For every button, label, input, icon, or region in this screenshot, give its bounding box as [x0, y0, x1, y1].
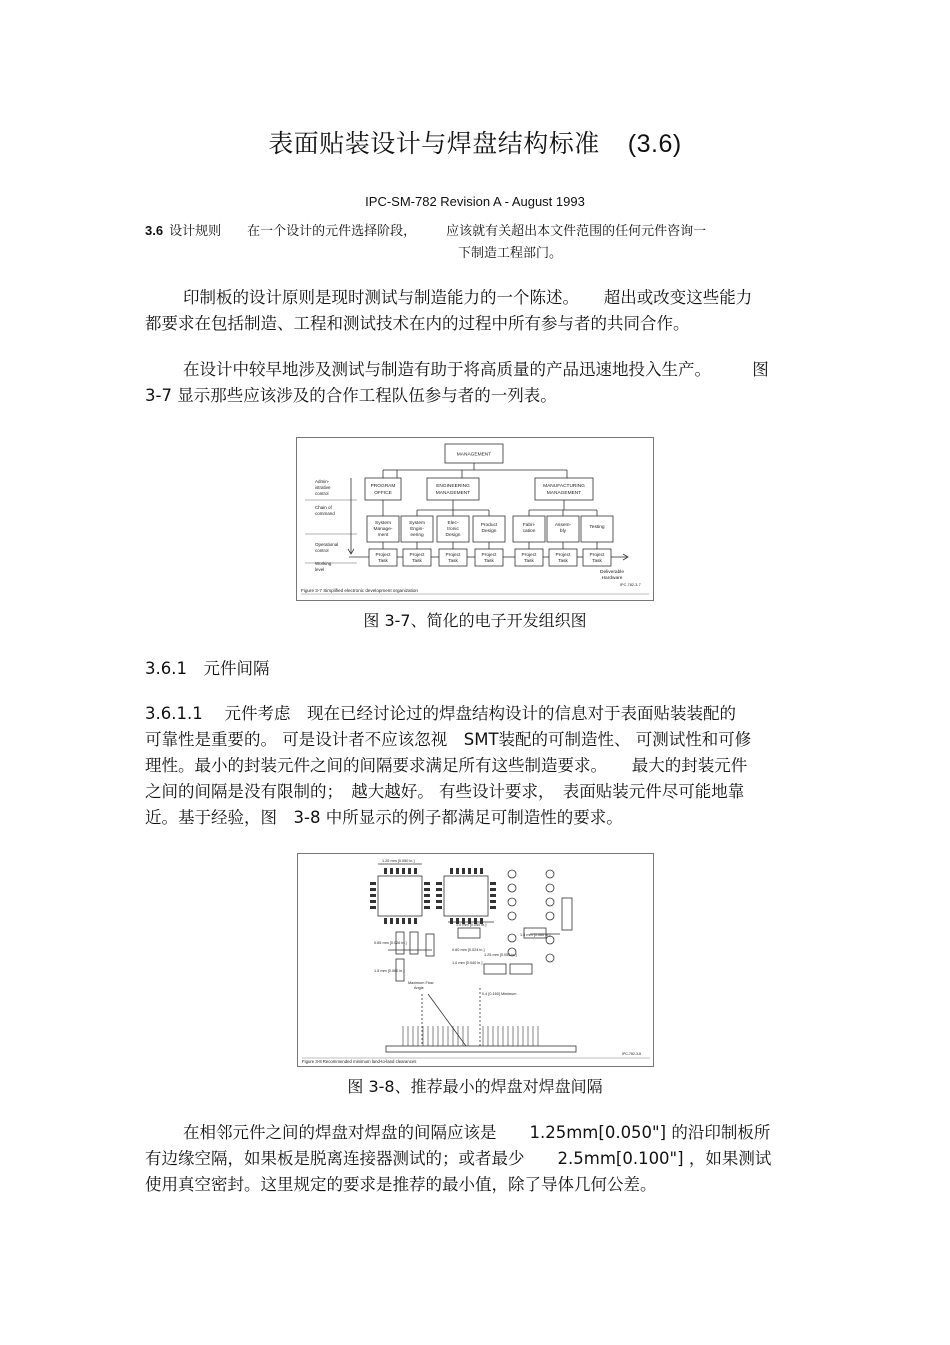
paragraph-line: 理性。最小的封装元件之间的间隔要求满足所有这些制造要求。 最大的封装元件 [145, 756, 748, 775]
function-label: System [375, 521, 391, 526]
side-label: Working [315, 561, 332, 566]
dept-engineering-line2: MANAGEMENT [435, 491, 471, 496]
paragraph-line: 印制板的设计原则是现时测试与制造能力的一个陈述。 超出或改变这些能力 [183, 288, 753, 307]
function-label: ment [377, 533, 389, 538]
figure-3-7-inner-caption: Figure 3-7 Simplified electronic development organization [301, 588, 418, 593]
paragraph-line: 都要求在包括制造、工程和测试技术在内的过程中所有参与者的共同合作。 [145, 314, 690, 333]
task-label: Project [521, 553, 537, 558]
figure-3-7-code: IPC-782-3-7 [620, 583, 641, 587]
rule-label: 设计规则 [169, 224, 222, 239]
paragraph-line: 近。基于经验，图 3-8 中所显示的例子都满足可制造性的要求。 [145, 808, 623, 827]
angle-label: Maximum Flow [408, 981, 434, 985]
function-label: Fabri- [522, 523, 536, 528]
figure-3-7-caption: 图 3-7、简化的电子开发组织图 [363, 611, 587, 630]
task-label: Project [375, 553, 391, 558]
dimension-label: 1.25 mm [0.050 in.] [484, 953, 517, 957]
task-label: Task [524, 559, 534, 564]
paragraph-line: 之间的间隔是没有限制的； 越大越好。 有些设计要求， 表面贴装元件尽可能地靠 [145, 782, 745, 801]
angle-label: Angle [414, 986, 424, 990]
paragraph-early-involvement [145, 357, 810, 409]
dimension-label: 0.65 mm [0.026 in.] [374, 941, 407, 945]
function-label: Assem- [554, 523, 572, 528]
side-label: control [315, 491, 329, 496]
function-label: Design [481, 529, 497, 534]
org-chart-graphic [297, 438, 653, 600]
paragraph-line: 3-7 显示那些应该涉及的合作工程队伍参与者的一列表。 [145, 386, 557, 405]
dimension-label: 1.25 mm [0.050 in.] [382, 859, 415, 863]
rule-text-b: 应该就有关超出本文件范围的任何元件咨询一 [446, 224, 707, 239]
function-label: Testing [589, 525, 605, 530]
function-label: tronic [447, 527, 459, 532]
deliverable-label: Deliverable [600, 570, 624, 575]
task-label: Task [484, 559, 494, 564]
function-label: bly [559, 529, 567, 534]
paragraph-line: 使用真空密封。这里规定的要求是推荐的最小值，除了导体几何公差。 [145, 1175, 657, 1194]
paragraph-land-spacing [145, 1120, 810, 1198]
dimension-label: 1.5 mm [0.060 in.] [520, 933, 551, 937]
function-label: eering [410, 533, 424, 538]
side-label: command [315, 511, 335, 516]
dimension-label: 1.0 mm [0.040 in.] [456, 923, 487, 927]
dimension-label: 1.5 mm [0.060 in.] [374, 969, 405, 973]
management-label: MANAGEMENT [456, 452, 492, 458]
paragraph-line: 3.6.1.1 元件考虑 现在已经讨论过的焊盘结构设计的信息对于表面贴装装配的 [145, 704, 736, 723]
task-label: Project [589, 553, 605, 558]
side-label: Admin- [315, 479, 330, 484]
function-label: Manage- [373, 527, 393, 532]
title-number: (3.6) [627, 130, 682, 158]
title-text: 表面贴装设计与焊盘结构标准 [268, 129, 600, 158]
side-label: Operational [315, 542, 339, 547]
function-label: System [409, 521, 425, 526]
document-revision: IPC-SM-782 Revision A - August 1993 [365, 194, 585, 209]
dimension-label: 0.60 mm [0.024 in.] [452, 948, 485, 952]
figure-3-7-org-chart [296, 437, 654, 601]
task-label: Task [412, 559, 422, 564]
figure-3-8-inner-caption: Figure 3-8 Recommended minimum land-to-land clearances [302, 1059, 417, 1064]
dept-manufacturing-line1: MANUFACTURING [543, 484, 585, 489]
task-label: Task [592, 559, 602, 564]
side-label: level [315, 567, 325, 572]
section-heading-3-6-1: 3.6.1 元件间隔 [145, 659, 270, 678]
paragraph-line: 在相邻元件之间的焊盘对焊盘的间隔应该是 1.25mm[0.050"] 的沿印制板所 [183, 1123, 771, 1142]
minimum-label: 0.4 [0.160] Minimum [482, 992, 517, 996]
figure-3-8-caption: 图 3-8、推荐最小的焊盘对焊盘间隔 [347, 1077, 603, 1096]
side-label: Chain of [315, 505, 332, 510]
rule-text-c: 下制造工程部门。 [457, 246, 562, 261]
paragraph-component-considerations [145, 701, 810, 831]
land-clearance-graphic [298, 854, 653, 1066]
rule-text-a: 在一个设计的元件选择阶段， [247, 224, 417, 239]
task-label: Project [445, 553, 461, 558]
deliverable-label: Hardware [601, 576, 623, 581]
side-label: istrative [315, 485, 331, 490]
function-label: Design [445, 533, 461, 538]
dimension-label: 1.0 mm [0.040 in.] [452, 961, 483, 965]
design-rule-block [145, 220, 805, 265]
task-label: Task [558, 559, 568, 564]
function-label: Elec- [447, 521, 459, 526]
task-label: Project [409, 553, 425, 558]
rule-number: 3.6 [145, 223, 164, 238]
figure-3-8-code: IPC-782-3-8 [622, 1052, 642, 1056]
task-label: Project [555, 553, 571, 558]
dept-program-line1: PROGRAM [370, 484, 396, 489]
paragraph-line: 可靠性是重要的。 可是设计者不应该忽视 SMT装配的可制造性、 可测试性和可修 [145, 730, 752, 749]
paragraph-line: 在设计中较早地涉及测试与制造有助于将高质量的产品迅速地投入生产。 图 [183, 360, 769, 379]
paragraph-line: 有边缘空隔，如果板是脱离连接器测试的；或者最少 2.5mm[0.100"] ，如果测试 [145, 1149, 772, 1168]
figure-3-8-land-clearances [297, 853, 654, 1067]
dept-program-line2: OFFICE [374, 491, 392, 496]
page-title [0, 124, 950, 160]
dept-engineering-line1: ENGINEERING [436, 484, 470, 489]
task-label: Task [448, 559, 458, 564]
function-label: Engin- [410, 527, 424, 532]
paragraph-design-principles [145, 285, 810, 337]
side-label: control [315, 548, 329, 553]
task-label: Task [378, 559, 388, 564]
task-label: Project [481, 553, 497, 558]
function-label: cation [522, 529, 536, 534]
dept-manufacturing-line2: MANAGEMENT [546, 491, 582, 496]
function-label: Product [480, 523, 498, 528]
